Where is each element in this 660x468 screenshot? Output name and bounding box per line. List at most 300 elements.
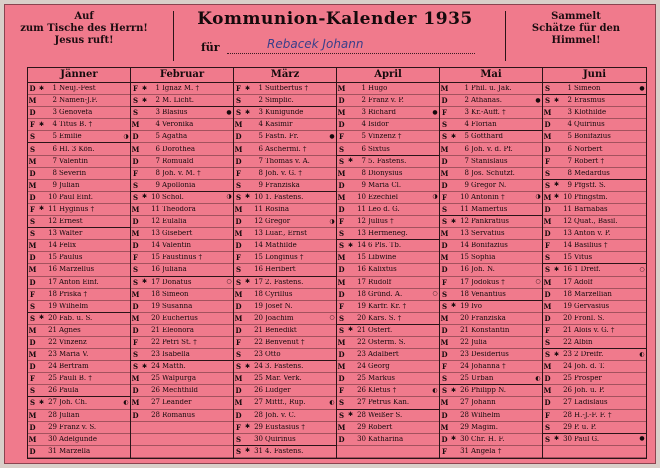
weekday-letter: S (235, 192, 242, 202)
day-number: 28 (254, 410, 263, 419)
weekday-letter: S (132, 265, 139, 275)
day-row (28, 252, 130, 264)
saint-name: Simeon (574, 85, 601, 93)
day-number: 29 (460, 422, 469, 431)
day-number: 17 (357, 277, 366, 286)
saint-name: Mamertus (471, 205, 508, 213)
day-number: 7 (258, 156, 263, 165)
motto-left-line: Jesus ruft! (54, 35, 114, 46)
day-row (131, 168, 233, 180)
day-row (28, 156, 130, 168)
day-row (234, 277, 336, 289)
saint-name: Phil. u. Jak. (471, 85, 512, 93)
saint-name: Hugo (368, 85, 388, 93)
saint-name: Theodora (162, 205, 196, 213)
communion-mark-icon: ✱ (244, 108, 251, 116)
day-number: 5 (52, 132, 57, 141)
day-number: 31 (48, 446, 57, 455)
day-number: 22 (254, 338, 263, 347)
weekday-letter: M (28, 265, 37, 275)
saint-name: Simeon (162, 290, 189, 298)
day-number: 1 (155, 84, 160, 93)
moon-phase-icon: ◐ (329, 398, 335, 406)
weekday-letter: M (131, 398, 140, 408)
saint-name: Vitus (574, 254, 593, 262)
moon-phase-icon: ◑ (226, 193, 232, 201)
day-number: 8 (258, 168, 263, 177)
weekday-letter: D (544, 289, 551, 299)
day-row (543, 240, 646, 252)
day-row (337, 373, 439, 385)
day-number: 28 (48, 410, 57, 419)
day-number: 25 (563, 374, 572, 383)
day-row (234, 289, 336, 301)
day-number: 24 (357, 362, 366, 371)
weekday-letter: M (337, 422, 346, 432)
day-number: 22 (460, 338, 469, 347)
saint-name: Chr. H. F. (471, 435, 505, 443)
day-row (440, 204, 542, 216)
saint-name: Joh. v. G. † (265, 169, 302, 177)
saint-name: Severin (59, 169, 87, 177)
weekday-letter: D (441, 96, 448, 106)
saint-name: 2. Fastens. (265, 278, 304, 286)
day-number: 24 (254, 362, 263, 371)
day-number: 21 (460, 325, 469, 334)
weekday-letter: S (132, 180, 139, 190)
day-row (234, 156, 336, 168)
saint-name: Paulus (59, 254, 83, 262)
saint-name: Norbert (574, 145, 603, 153)
day-row (131, 434, 233, 446)
day-number: 26 (357, 386, 366, 395)
saint-name: Juliana (162, 266, 187, 274)
communion-mark-icon: ✱ (38, 398, 45, 406)
saint-name: Richard (368, 109, 396, 117)
weekday-letter: M (28, 410, 37, 420)
weekday-letter: D (132, 132, 139, 142)
weekday-letter: S (441, 386, 448, 396)
weekday-letter: F (339, 386, 344, 396)
day-number: 29 (357, 422, 366, 431)
day-number: 21 (254, 325, 263, 334)
day-number: 10 (357, 192, 366, 201)
weekday-letter: F (339, 217, 344, 227)
day-row (28, 131, 130, 143)
day-row (28, 397, 130, 409)
weekday-letter: M (337, 108, 346, 118)
day-row (28, 422, 130, 434)
weekday-letter: S (544, 434, 551, 444)
moon-phase-icon: ○ (432, 290, 438, 298)
day-row (337, 385, 439, 397)
weekday-letter: D (29, 192, 36, 202)
weekday-letter: S (441, 374, 448, 384)
day-row (337, 168, 439, 180)
moon-phase-icon: ○ (329, 314, 335, 322)
saint-name: Walter (59, 230, 83, 238)
day-number: 23 (48, 350, 57, 359)
day-row (543, 119, 646, 131)
motto-right-line: Schätze für den (531, 23, 621, 34)
saint-name: Bonifazius (574, 133, 611, 141)
weekday-letter: F (545, 156, 550, 166)
day-number: 12 (48, 217, 57, 226)
weekday-letter: D (544, 313, 551, 323)
communion-mark-icon: ✱ (141, 96, 148, 104)
day-row (337, 119, 439, 131)
day-row (28, 83, 130, 95)
day-row (337, 277, 439, 289)
saint-name: Eulalia (162, 218, 187, 226)
month-column (131, 68, 234, 458)
day-number: 18 (357, 289, 366, 298)
saint-name: Paul G. (574, 435, 600, 443)
weekday-letter: S (544, 265, 551, 275)
day-row (337, 289, 439, 301)
saint-name: Gregor N. (471, 181, 507, 189)
saint-name: Pauli B. † (59, 375, 92, 383)
day-row (543, 228, 646, 240)
day-row (234, 325, 336, 337)
day-number: 2 (567, 96, 572, 105)
weekday-letter: D (338, 289, 345, 299)
saint-name: Vinzenz † (368, 133, 402, 141)
weekday-letter: M (28, 180, 37, 190)
day-number: 7 (52, 156, 57, 165)
saint-name: Albin (574, 339, 593, 347)
saint-name: Leander (162, 399, 192, 407)
weekday-letter: M (440, 398, 449, 408)
day-row (234, 216, 336, 228)
moon-phase-icon: ◐ (535, 374, 541, 382)
day-row (28, 373, 130, 385)
day-number: 27 (48, 398, 57, 407)
day-number: 27 (460, 398, 469, 407)
moon-phase-icon: ○ (226, 278, 232, 286)
communion-mark-icon: ✱ (553, 435, 560, 443)
saint-name: Veronika (162, 121, 194, 129)
day-number: 15 (254, 253, 263, 262)
day-number: 15 (563, 253, 572, 262)
day-number: 8 (52, 168, 57, 177)
weekday-letter: S (132, 108, 139, 118)
day-number: 20 (460, 313, 469, 322)
saint-name: Joh. d. T. (574, 363, 605, 371)
day-number: 17 (151, 277, 160, 286)
saint-name: Alois v. G. † (574, 326, 615, 334)
day-number: 10 (254, 192, 263, 201)
weekday-letter: D (235, 301, 242, 311)
weekday-letter: S (29, 386, 36, 396)
weekday-letter: S (132, 277, 139, 287)
weekday-letter: M (234, 289, 243, 299)
weekday-letter: D (132, 386, 139, 396)
saint-name: Servatius (471, 230, 505, 238)
day-number: 17 (254, 277, 263, 286)
saint-name: Pfingstm. (574, 193, 608, 201)
day-list (337, 83, 439, 458)
saint-name: Hl. 3 Kön. (59, 145, 95, 153)
saint-name: Julian (59, 181, 80, 189)
moon-phase-icon: ◑ (123, 132, 129, 140)
day-number: 18 (48, 289, 57, 298)
day-row (234, 83, 336, 95)
saint-name: Kalixtus (368, 266, 397, 274)
day-row (234, 349, 336, 361)
day-number: 3 (155, 108, 160, 117)
weekday-letter: D (544, 144, 551, 154)
weekday-letter: D (235, 325, 242, 335)
saint-name: Emilie (59, 133, 82, 141)
motto-left-line: Auf (74, 11, 94, 22)
communion-mark-icon: ✱ (244, 447, 251, 455)
day-row (337, 143, 439, 155)
day-number: 25 (254, 374, 263, 383)
weekday-letter: F (545, 325, 550, 335)
saint-name: Kars. S. † (368, 314, 402, 322)
day-number: 23 (460, 350, 469, 359)
day-row (337, 83, 439, 95)
day-row (337, 204, 439, 216)
saint-name: Thomas v. A. (265, 157, 310, 165)
calendar-card (4, 4, 656, 464)
day-number: 23 (254, 350, 263, 359)
weekday-letter: S (338, 229, 345, 239)
day-number: 20 (563, 313, 572, 322)
day-number: 6 (258, 144, 263, 153)
month-column (28, 68, 131, 458)
saint-name: Quirinus (265, 435, 296, 443)
day-number: 22 (563, 338, 572, 347)
weekday-letter: F (442, 192, 447, 202)
day-number: 11 (151, 204, 160, 213)
day-number: 30 (460, 434, 469, 443)
moon-phase-icon: ● (639, 435, 645, 443)
communion-mark-icon: ✱ (553, 193, 560, 201)
weekday-letter: M (337, 338, 346, 348)
communion-mark-icon: ✱ (244, 84, 251, 92)
day-number: 19 (563, 301, 572, 310)
day-row (28, 119, 130, 131)
day-number: 5 (464, 132, 469, 141)
communion-mark-icon: ✱ (141, 278, 148, 286)
saint-name: Osterm. S. (368, 339, 406, 347)
day-row (234, 107, 336, 119)
weekday-letter: M (28, 156, 37, 166)
day-row (28, 301, 130, 313)
weekday-letter: F (442, 277, 447, 287)
day-row (440, 252, 542, 264)
saint-name: Fronl. S. (574, 314, 605, 322)
saint-name: Eucherius (162, 314, 198, 322)
day-number: 12 (460, 217, 469, 226)
weekday-letter: S (132, 350, 139, 360)
saint-name: Markus (368, 375, 396, 383)
weekday-letter: D (441, 156, 448, 166)
day-number: 4 (258, 120, 263, 129)
communion-mark-icon: ✱ (553, 96, 560, 104)
day-number: 9 (567, 180, 572, 189)
day-row (440, 434, 542, 446)
day-row (440, 446, 542, 458)
communion-mark-icon: ✱ (141, 362, 148, 370)
day-row (234, 204, 336, 216)
weekday-letter: S (235, 362, 242, 372)
weekday-letter: S (29, 132, 36, 142)
weekday-letter: F (133, 338, 138, 348)
communion-mark-icon: ✱ (347, 157, 354, 165)
saint-name: M. Licht. (162, 97, 194, 105)
day-number: 30 (48, 434, 57, 443)
day-number: 8 (361, 168, 366, 177)
day-number: 17 (563, 277, 572, 286)
day-number: 24 (151, 362, 160, 371)
saint-name: Gisebert (162, 230, 193, 238)
day-row (440, 95, 542, 107)
day-row (131, 349, 233, 361)
day-row (337, 301, 439, 313)
weekday-letter: S (441, 204, 448, 214)
day-row (337, 156, 439, 168)
day-row (543, 301, 646, 313)
saint-name: Johanna † (471, 363, 506, 371)
weekday-letter: M (337, 84, 346, 94)
saint-name: Dorothea (162, 145, 196, 153)
day-number: 26 (254, 386, 263, 395)
saint-name: Rudolf (368, 278, 392, 286)
day-row (543, 252, 646, 264)
day-row (131, 361, 233, 373)
day-row (28, 361, 130, 373)
weekday-letter: D (235, 217, 242, 227)
weekday-letter: D (235, 241, 242, 251)
saint-name: Dionysius (368, 169, 403, 177)
communion-mark-icon: ✱ (244, 278, 251, 286)
saint-name: 6 Pls. Tb. (368, 242, 402, 250)
day-row (440, 385, 542, 397)
weekday-letter: D (132, 410, 139, 420)
day-number: 2 (52, 96, 57, 105)
weekday-letter: M (234, 144, 243, 154)
saint-name: Benvenut † (265, 339, 305, 347)
day-number: 19 (48, 301, 57, 310)
weekday-letter: S (235, 96, 242, 106)
day-number: 26 (48, 386, 57, 395)
saint-name: Pankratius (471, 218, 509, 226)
weekday-letter: M (543, 277, 552, 287)
day-row (131, 313, 233, 325)
saint-name: Leo d. G. (368, 205, 400, 213)
saint-name: Klothilde (574, 109, 607, 117)
saint-name: Gründ. A. (368, 290, 403, 298)
day-row (28, 143, 130, 155)
day-row (440, 119, 542, 131)
day-row (28, 95, 130, 107)
day-number: 2 (155, 96, 160, 105)
saint-name: Mathilde (265, 242, 297, 250)
saint-name: Paul Einf. (59, 193, 93, 201)
day-number: 8 (464, 168, 469, 177)
day-row (337, 107, 439, 119)
weekday-letter: D (235, 386, 242, 396)
day-row (131, 240, 233, 252)
saint-name: Barnabas (574, 205, 608, 213)
saint-name: Valentin (59, 157, 89, 165)
moon-phase-icon: ○ (639, 265, 645, 273)
day-row (28, 192, 130, 204)
saint-name: Kr.-Auff. † (471, 109, 506, 117)
weekday-letter: D (29, 84, 36, 94)
saint-name: Joh. v. C. (265, 411, 296, 419)
day-number: 15 (460, 253, 469, 262)
day-row (440, 422, 542, 434)
saint-name: Osterf. (368, 326, 393, 334)
day-row (131, 373, 233, 385)
saint-name: H.-J.-F. F. † (574, 411, 612, 419)
weekday-letter: M (543, 301, 552, 311)
day-row (543, 349, 646, 361)
day-list (234, 83, 336, 458)
weekday-letter: S (441, 132, 448, 142)
saint-name: Longinus † (265, 254, 304, 262)
weekday-letter: S (29, 313, 36, 323)
saint-name: P. u. P. (574, 423, 597, 431)
weekday-letter: D (544, 398, 551, 408)
day-number: 2 (361, 96, 366, 105)
communion-mark-icon: ✱ (553, 181, 560, 189)
day-row (440, 264, 542, 276)
weekday-letter: D (29, 108, 36, 118)
weekday-letter: M (440, 422, 449, 432)
day-row (28, 180, 130, 192)
day-number: 3 (464, 108, 469, 117)
saint-name: Romanus (162, 411, 195, 419)
calendar-grid (27, 67, 647, 459)
saint-name: Cyrillus (265, 290, 293, 298)
day-row (543, 277, 646, 289)
saint-name: Angela † (471, 447, 502, 455)
weekday-letter: S (544, 180, 551, 190)
day-row (28, 385, 130, 397)
saint-name: Mittf., Rup. (265, 399, 306, 407)
day-row (337, 325, 439, 337)
saint-name: Franz v. P. (368, 97, 404, 105)
day-number: 24 (563, 362, 572, 371)
saint-name: Gregor (265, 218, 291, 226)
saint-name: Pfgstf. S. (574, 181, 606, 189)
day-number: 19 (254, 301, 263, 310)
day-number: 21 (563, 325, 572, 334)
name-line (227, 53, 475, 54)
day-number: 3 (361, 108, 366, 117)
month-column (543, 68, 646, 458)
day-row (28, 446, 130, 458)
day-number: 29 (48, 422, 57, 431)
weekday-letter: F (236, 253, 241, 263)
weekday-letter: F (30, 289, 35, 299)
day-row (28, 289, 130, 301)
day-row (337, 228, 439, 240)
saint-name: Quirinus (574, 121, 605, 129)
motto-right (501, 11, 651, 47)
saint-name: Joachim (265, 314, 294, 322)
weekday-letter: M (28, 434, 37, 444)
day-number: 1 (361, 84, 366, 93)
day-row (440, 180, 542, 192)
day-number: 5 (258, 132, 263, 141)
day-number: 10 (460, 192, 469, 201)
